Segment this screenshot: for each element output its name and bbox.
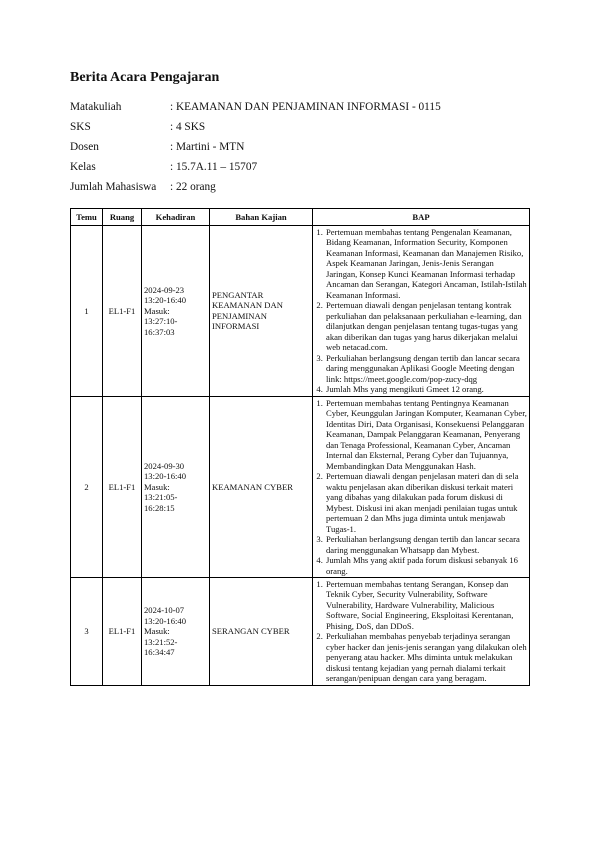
meta-value: : 22 orang (170, 181, 216, 193)
header-bahan-kajian: Bahan Kajian (210, 209, 313, 226)
cell-bap (313, 396, 530, 577)
kehadiran-masuk-end: 16:34:47 (144, 647, 175, 658)
bap-item: 1. Pertemuan membahas tentang Pentingnya Keamanan Cyber, Keunggulan Jaringan Komputer, Keamanan Cyber, Identitas Diri, Data Organisasi, Konsekuensi Pelanggaran Keamanan, Dampak Pelanggaran Keamanan, Penyerang dan Tenaga Professional, Keamanan Cyber, Ancaman Internal dan Eksternal, Perang Cyber dan Tujuannya, Membandingkan Data Menggunakan Hash. (325, 398, 527, 471)
meta-label: Kelas (70, 161, 96, 173)
bap-table (70, 208, 530, 686)
kehadiran-masuk-label: Masuk: (144, 626, 170, 637)
cell-bahan-kajian: SERANGAN CYBER (210, 577, 313, 685)
kehadiran-date: 2024-09-30 (144, 460, 185, 471)
cell-bahan-kajian: PENGANTAR KEAMANAN DAN PENJAMINAN INFORMASI (210, 226, 313, 397)
kehadiran-masuk-start: 13:21:05- (144, 492, 178, 503)
header-ruang: Ruang (103, 209, 142, 226)
bap-item: 4. Jumlah Mhs yang aktif pada forum diskusi sebanyak 16 orang. (325, 555, 527, 576)
kehadiran-date: 2024-09-23 (144, 284, 185, 295)
cell-kehadiran (142, 226, 210, 397)
table-row (71, 396, 530, 577)
kehadiran-schedule: 13:20-16:40 (144, 615, 187, 626)
meta-row-matakuliah (70, 99, 441, 119)
meta-row-kelas (70, 159, 441, 179)
meta-label: Dosen (70, 141, 99, 153)
bap-item: 3. Perkuliahan berlangsung dengan tertib dan lancar secara daring menggunakan Aplikasi Google Meeting dengan link: https://meet.google.com/pop-zucy-dqg (325, 353, 527, 384)
kehadiran-masuk-end: 16:28:15 (144, 502, 175, 513)
header-temu: Temu (71, 209, 103, 226)
kehadiran-schedule: 13:20-16:40 (144, 471, 187, 482)
bap-item: 1. Pertemuan membahas tentang Serangan, Konsep dan Teknik Cyber, Security Vulnerability, Software Vulnerability, Hardware Vulnerability, Malicious Software, Social Engineering, Eksploitasi Kerentanan, Phising, DoS, dan DDoS. (325, 579, 527, 631)
meta-label: Jumlah Mahasiswa (70, 181, 157, 193)
kehadiran-masuk-start: 13:27:10- (144, 316, 178, 327)
cell-kehadiran (142, 396, 210, 577)
meta-value: : Martini - MTN (170, 141, 245, 153)
cell-temu: 3 (71, 577, 103, 685)
bap-list (315, 579, 527, 684)
bap-item: 2. Pertemuan diawali dengan penjelasan tentang kontrak perkuliahan dan pelaksanaan perkuliahan e-learning, dan dilanjutkan dengan penjelasan tentang tugas-tugas yang akan diberikan dan tugas yang harus dikerjakan melalui web netacad.com. (325, 300, 527, 352)
bap-item: 4. Jumlah Mhs yang mengikuti Gmeet 12 orang. (325, 384, 527, 394)
meta-row-sks (70, 119, 441, 139)
meta-label: Matakuliah (70, 101, 122, 113)
cell-temu: 2 (71, 396, 103, 577)
bap-item: 3. Perkuliahan berlangsung dengan tertib dan lancar secara daring menggunakan Whatsapp dan Mybest. (325, 534, 527, 555)
document-title: Berita Acara Pengajaran (70, 70, 220, 85)
meta-value: : KEAMANAN DAN PENJAMINAN INFORMASI - 0115 (170, 101, 441, 113)
kehadiran-schedule: 13:20-16:40 (144, 295, 187, 306)
kehadiran-masuk-start: 13:21:52- (144, 636, 178, 647)
meta-value: : 15.7A.11 – 15707 (170, 161, 258, 173)
meta-value: : 4 SKS (170, 121, 206, 133)
meta-info (70, 99, 441, 199)
cell-kehadiran (142, 577, 210, 685)
cell-ruang: EL1-F1 (103, 226, 142, 397)
bap-item: 1. Pertemuan membahas tentang Pengenalan Keamanan, Bidang Keamanan, Information Security, Komponen Keamanan Informasi, Keamanan dan Manajemen Risiko, Aspek Keamanan Jaringan, Jenis-Jenis Serangan Jaringan, Konsep Kunci Keamanan Informasi terhadap Ancaman dan Serangan, Kategori Ancaman, Istilah-Istilah Keamanan Informasi. (325, 227, 527, 300)
table-row (71, 577, 530, 685)
header-bap: BAP (313, 209, 530, 226)
bap-list (315, 227, 527, 395)
bap-item: 2. Perkuliahan membahas penyebab terjadinya serangan cyber hacker dan jenis-jenis serangan yang dilakukan oleh penyerang atau hacker. Mhs diminta untuk melakukan diskusi tentang kejadian yang pernah dialami terkait serangan/penipuan dengan cara yang beragam. (325, 631, 527, 683)
meta-row-jumlah-mahasiswa (70, 179, 441, 199)
cell-ruang: EL1-F1 (103, 396, 142, 577)
cell-bap (313, 226, 530, 397)
meta-label: SKS (70, 121, 91, 133)
kehadiran-date: 2024-10-07 (144, 605, 185, 616)
bap-item: 2. Pertemuan diawali dengan penjelasan materi dan di sela waktu penjelasan akan diberikan diskusi terkait materi yang dibahas yang dilakukan pada forum diskusi di Mybest. Diskusi ini akan menjadi penilaian tugas untuk pertemuan 2 dan Mhs juga diminta untuk menjawab Tugas-1. (325, 471, 527, 534)
header-kehadiran: Kehadiran (142, 209, 210, 226)
cell-bap (313, 577, 530, 685)
table-row (71, 226, 530, 397)
kehadiran-masuk-end: 16:37:03 (144, 326, 175, 337)
kehadiran-masuk-label: Masuk: (144, 305, 170, 316)
cell-temu: 1 (71, 226, 103, 397)
cell-bahan-kajian: KEAMANAN CYBER (210, 396, 313, 577)
meta-row-dosen (70, 139, 441, 159)
table-header-row (71, 209, 530, 226)
kehadiran-masuk-label: Masuk: (144, 481, 170, 492)
bap-list (315, 398, 527, 576)
cell-ruang: EL1-F1 (103, 577, 142, 685)
